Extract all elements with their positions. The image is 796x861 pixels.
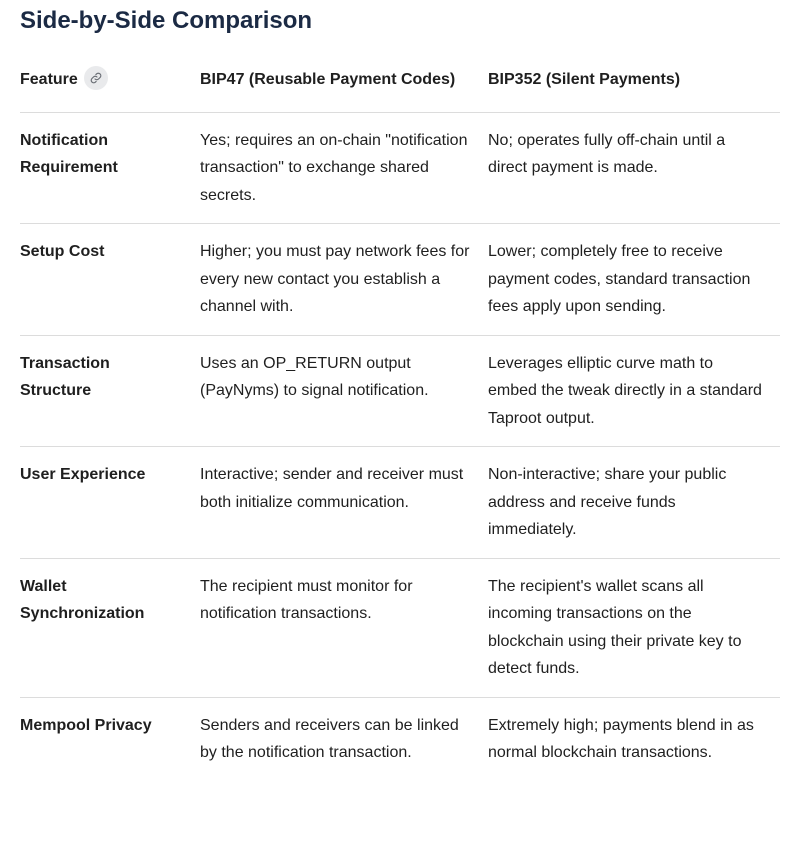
table-header-row xyxy=(20,60,780,112)
bip352-cell: Leverages elliptic curve math to embed the tweak directly in a standard Taproot output. xyxy=(488,335,780,447)
table-row xyxy=(20,112,780,224)
page-title: Side-by-Side Comparison xyxy=(20,7,313,34)
bip47-cell: The recipient must monitor for notification transactions. xyxy=(200,558,488,697)
bip47-cell: Uses an OP_RETURN output (PayNyms) to signal notification. xyxy=(200,335,488,447)
bip47-cell: Yes; requires an on-chain "notification transaction" to exchange shared secrets. xyxy=(200,112,488,224)
bip47-cell: Senders and receivers can be linked by the notification transaction. xyxy=(200,716,459,761)
feature-cell: Mempool Privacy xyxy=(20,716,152,734)
feature-cell: User Experience xyxy=(20,447,200,559)
bip47-cell: Interactive; sender and receiver must both initialize communication. xyxy=(200,447,488,559)
header-bip47: BIP47 (Reusable Payment Codes) xyxy=(200,60,488,112)
feature-cell: Wallet Synchronization xyxy=(20,558,200,697)
table-row xyxy=(20,224,780,336)
feature-cell: Setup Cost xyxy=(20,224,200,336)
bip352-cell: The recipient's wallet scans all incoming transactions on the blockchain using their private key to detect funds. xyxy=(488,558,780,697)
bip352-cell: Extremely high; payments blend in as normal blockchain transactions. xyxy=(488,716,754,761)
table-row xyxy=(20,558,780,697)
header-bip352: BIP352 (Silent Payments) xyxy=(488,60,780,112)
copy-link-button[interactable] xyxy=(84,66,108,90)
link-icon xyxy=(90,72,102,84)
header-feature-label: Feature xyxy=(20,71,78,88)
feature-cell: Transaction Structure xyxy=(20,335,200,447)
table-row xyxy=(20,697,780,781)
feature-cell: Notification Requirement xyxy=(20,112,200,224)
table-row xyxy=(20,447,780,559)
bip352-cell: Lower; completely free to receive payment codes, standard transaction fees apply upon sending. xyxy=(488,224,780,336)
comparison-table xyxy=(20,60,780,781)
table-row xyxy=(20,335,780,447)
bip352-cell: No; operates fully off-chain until a direct payment is made. xyxy=(488,112,780,224)
bip47-cell: Higher; you must pay network fees for every new contact you establish a channel with. xyxy=(200,224,488,336)
header-feature xyxy=(20,60,200,112)
bip352-cell: Non-interactive; share your public address and receive funds immediately. xyxy=(488,447,780,559)
